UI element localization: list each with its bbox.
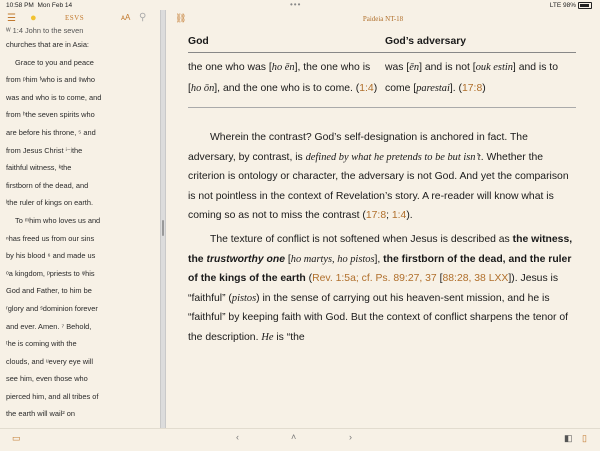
verse-line: ⁿhas freed us from our sins (6, 233, 95, 243)
paragraph: The texture of conflict is not softened when Jesus is described as the witness, the trustworthy one [ho martys, ho pistos], the firstborn of the dead, and the ruler of the kings of the earth (Rev. 1:5a; cf. Ps. 89:27, 37 [88:28, 38 LXX]). Jesus is “faithful” (pistos) in the sense of carrying out his heaven-sent mission, and he is “faithful” by keeping faith with God. But the context of conflict sharpens the tenor of the description. He is “the (188, 233, 573, 343)
table-header-adversary: God’s adversary (385, 32, 576, 53)
chevron-left-icon[interactable]: ‹ (236, 432, 239, 442)
verse-line: firstborn of the dead, and (6, 180, 89, 190)
verse-line: and ever. Amen. ⁷ Behold, (6, 321, 92, 331)
verse-line: Grace to you and peace (15, 57, 94, 67)
reference-link[interactable]: 1:4 (391, 210, 407, 222)
font-size-icon[interactable]: ᴀA (121, 13, 131, 22)
commentary-content (188, 32, 576, 348)
sun-icon[interactable]: ● (30, 12, 37, 24)
verse-line: pierced him, and all tribes of (6, 391, 99, 401)
list-icon[interactable]: ☰ (7, 13, 16, 24)
reference-link[interactable]: 88:28, 38 LXX (442, 273, 509, 285)
chevron-right-icon[interactable]: › (349, 432, 352, 442)
reference-link[interactable]: ; cf. Ps. 89:27, 37 (355, 273, 437, 285)
book-icon[interactable]: ▭ (12, 433, 21, 443)
verse-line: faithful witness, ᵏthe (6, 163, 72, 173)
verse-line: see him, even those who (6, 374, 88, 384)
verse-line: was and who is to come, and (6, 92, 102, 102)
verse-line: churches that are in Asia: (6, 40, 89, 49)
right-toolbar (166, 10, 600, 28)
verse-line: ˡthe ruler of kings on earth. (6, 198, 94, 208)
verse-line: clouds, and ᵘevery eye will (6, 356, 94, 366)
panel-icon[interactable]: ◧ (564, 433, 573, 443)
paragraph: Wherein the contrast? God’s self-designation is anchored in fact. The adversary, by contrast, is defined by what he pretends to be but isn’t. Whether the criterion is ontology or character, the adversary is not God. And yet the comparison is not pointless in the context of Revelation’s story. A re-reader will know what is coming so as not to miss the contrast (17:8; 1:4). (188, 132, 569, 222)
verse-line: are before his throne, ⁵ and (6, 127, 96, 137)
verse-line: the earth will wail² on (6, 409, 76, 419)
bible-version-title[interactable]: ESVS (65, 14, 85, 22)
table-cell-god: the one who was [ho ēn], the one who is [ho ōn], and the one who is to come. (1:4) (188, 53, 385, 108)
table-header-row (188, 32, 576, 53)
search-icon[interactable]: ⚲ (139, 12, 147, 23)
reference-link[interactable]: 1:4 (359, 83, 374, 94)
reference-link[interactable]: Rev. 1:5a (312, 273, 356, 285)
table-cell-adversary: was [ēn] and is not [ouk estin] and is to come [parestai]. (17:8) (385, 53, 576, 108)
verse-line: ʳglory and ˢdominion forever (6, 303, 98, 313)
divider-grip-icon[interactable] (162, 220, 164, 236)
status-signal: LTE 98% (550, 2, 592, 9)
multitask-dots[interactable]: ••• (290, 0, 302, 9)
verse-line: ᵂ 1:4 John to the seven (6, 26, 84, 35)
verse-line: ᵒa kingdom, ᵖpriests to ᵠhis (6, 268, 95, 278)
status-bar (0, 0, 600, 10)
verse-line: by his blood ⁶ and made us (6, 251, 96, 261)
verse-line: from ᵖhim ᶠwho is and ᵍwho (6, 75, 96, 85)
reference-link[interactable]: 17:8 (462, 83, 483, 94)
verse-line: God and Father, to him be (6, 286, 92, 296)
right-pane (166, 10, 600, 428)
bible-text (6, 26, 156, 423)
battery-icon (578, 2, 592, 9)
table-row (188, 53, 576, 108)
bottom-toolbar (0, 428, 600, 451)
chevron-up-icon[interactable]: ˄ (291, 432, 297, 442)
verse-line: ᵗhe is coming with the (6, 339, 77, 349)
verse-line: from ʰthe seven spirits who (6, 110, 95, 120)
comparison-table (188, 32, 576, 108)
bookmark-icon[interactable]: ▯ (582, 433, 587, 443)
left-pane (0, 10, 160, 428)
verse-line: from Jesus Christ ⁱ⁻ʲthe (6, 145, 83, 155)
reference-link[interactable]: 17:8 (365, 210, 387, 222)
status-time: 10:58 PM Mon Feb 14 (6, 2, 73, 9)
table-header-god: God (188, 32, 385, 53)
verse-line: To ᵐhim who loves us and (15, 215, 101, 225)
link-icon[interactable]: ⛓ (175, 13, 187, 23)
resource-title[interactable]: Paideia NT-18 (362, 15, 404, 23)
